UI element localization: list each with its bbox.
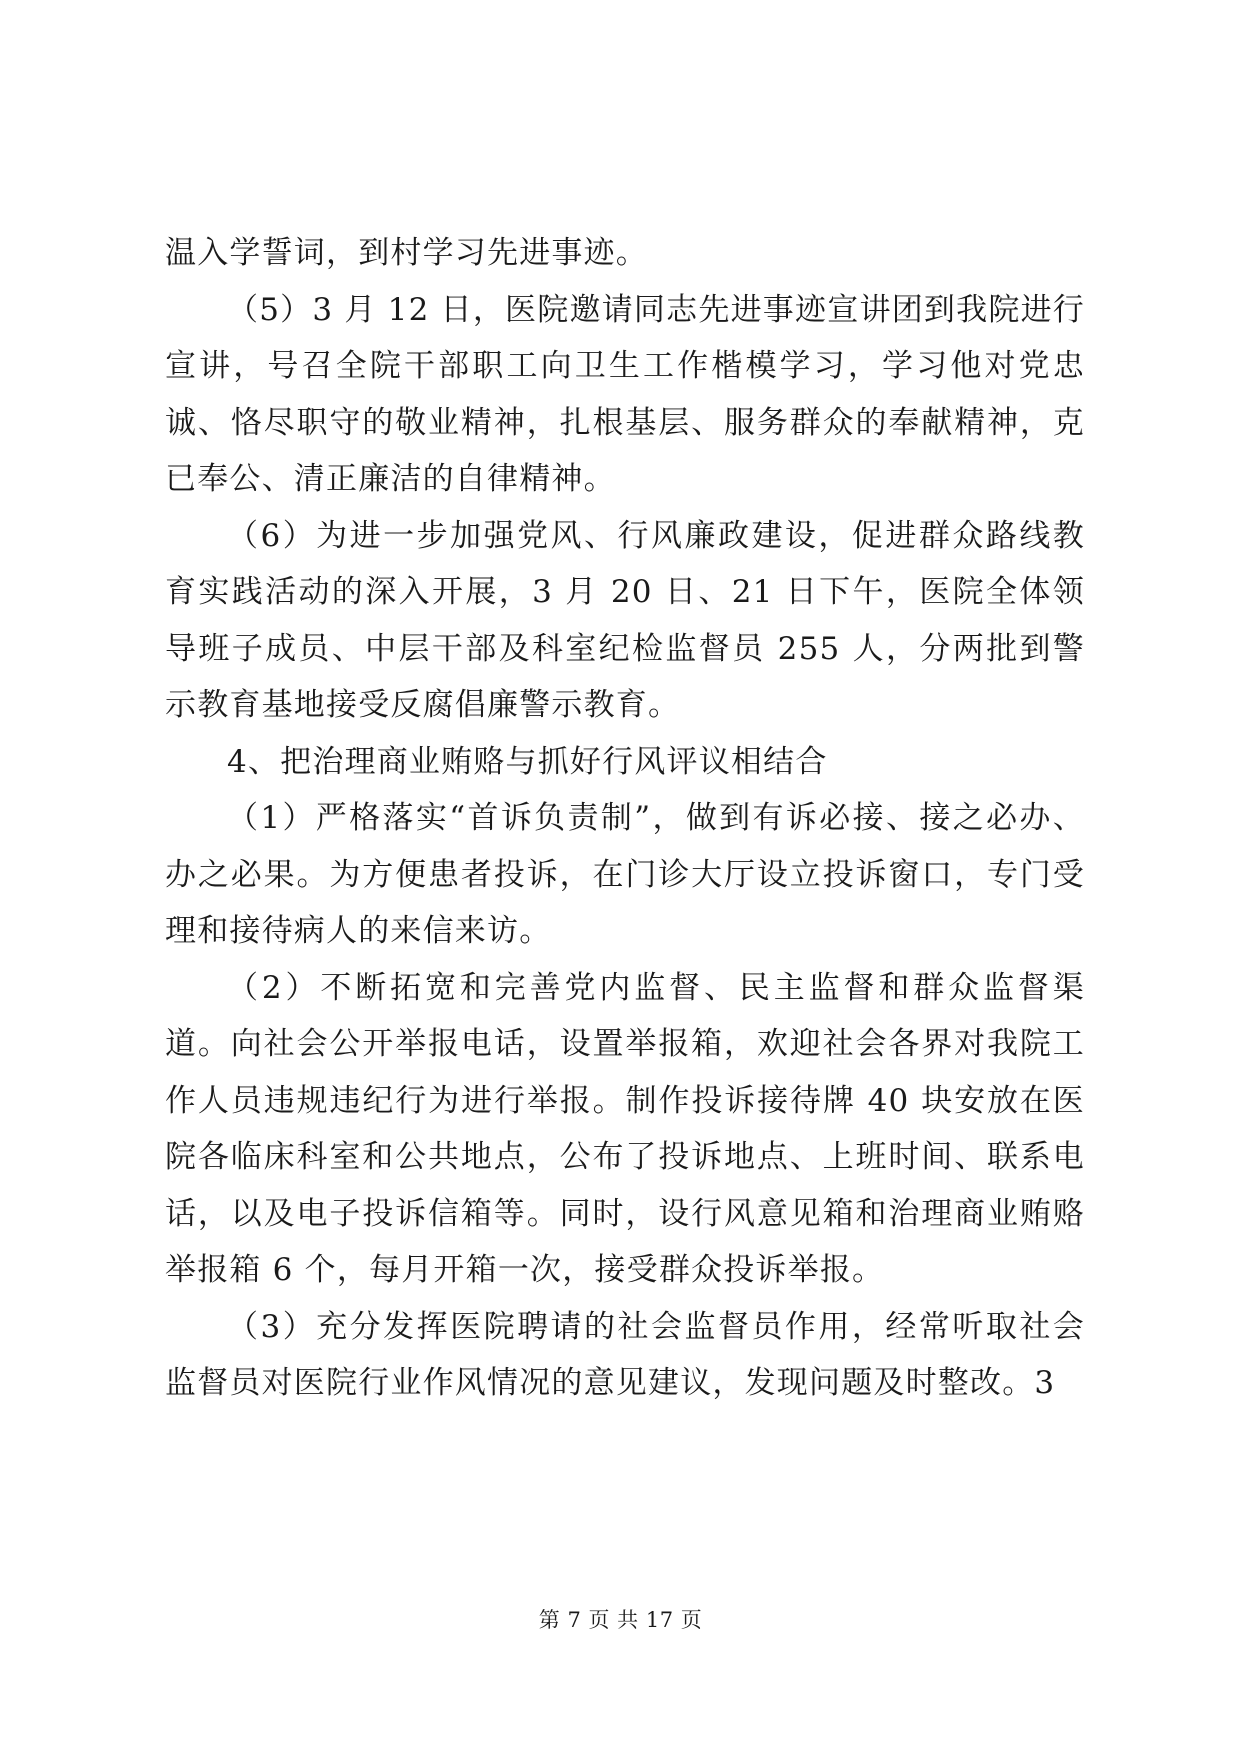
document-body <box>165 225 1085 1412</box>
section-heading-4: 4、把治理商业贿赂与抓好行风评议相结合 <box>227 743 828 780</box>
paragraph-item-3: （3）充分发挥医院聘请的社会监督员作用，经常听取社会监督员对医院行业作风情况的意见建议，发现问题及时整改。3 <box>165 1308 1085 1401</box>
paragraph-item-5: （5）3 月 12 日，医院邀请同志先进事迹宣讲团到我院进行宣讲，号召全院干部职工向卫生工作楷模学习，学习他对党忠诚、恪尽职守的敬业精神，扎根基层、服务群众的奉献精神，克已奉公、清正廉洁的自律精神。 <box>165 291 1085 497</box>
paragraph-item-1: （1）严格落实“首诉负责制”，做到有诉必接、接之必办、办之必果。为方便患者投诉，在门诊大厅设立投诉窗口，专门受理和接待病人的来信来访。 <box>165 800 1085 949</box>
paragraph-continuation: 温入学誓词，到村学习先进事迹。 <box>165 235 648 271</box>
paragraph-item-6: （6）为进一步加强党风、行风廉政建设，促进群众路线教育实践活动的深入开展，3 月 20 日、21 日下午，医院全体领导班子成员、中层干部及科室纪检监督员 255 人，分两批到警示教育基地接受反腐倡廉警示教育。 <box>165 517 1085 723</box>
page-number-footer: 第 7 页 共 17 页 <box>538 1608 703 1632</box>
paragraph-item-2: （2）不断拓宽和完善党内监督、民主监督和群众监督渠道。向社会公开举报电话，设置举报箱，欢迎社会各界对我院工作人员违规违纪行为进行举报。制作投诉接待牌 40 块安放在医院各临床科室和公共地点，公布了投诉地点、上班时间、联系电话，以及电子投诉信箱等。同时，设行风意见箱和治理商业贿赂举报箱 6 个，每月开箱一次，接受群众投诉举报。 <box>165 969 1085 1288</box>
